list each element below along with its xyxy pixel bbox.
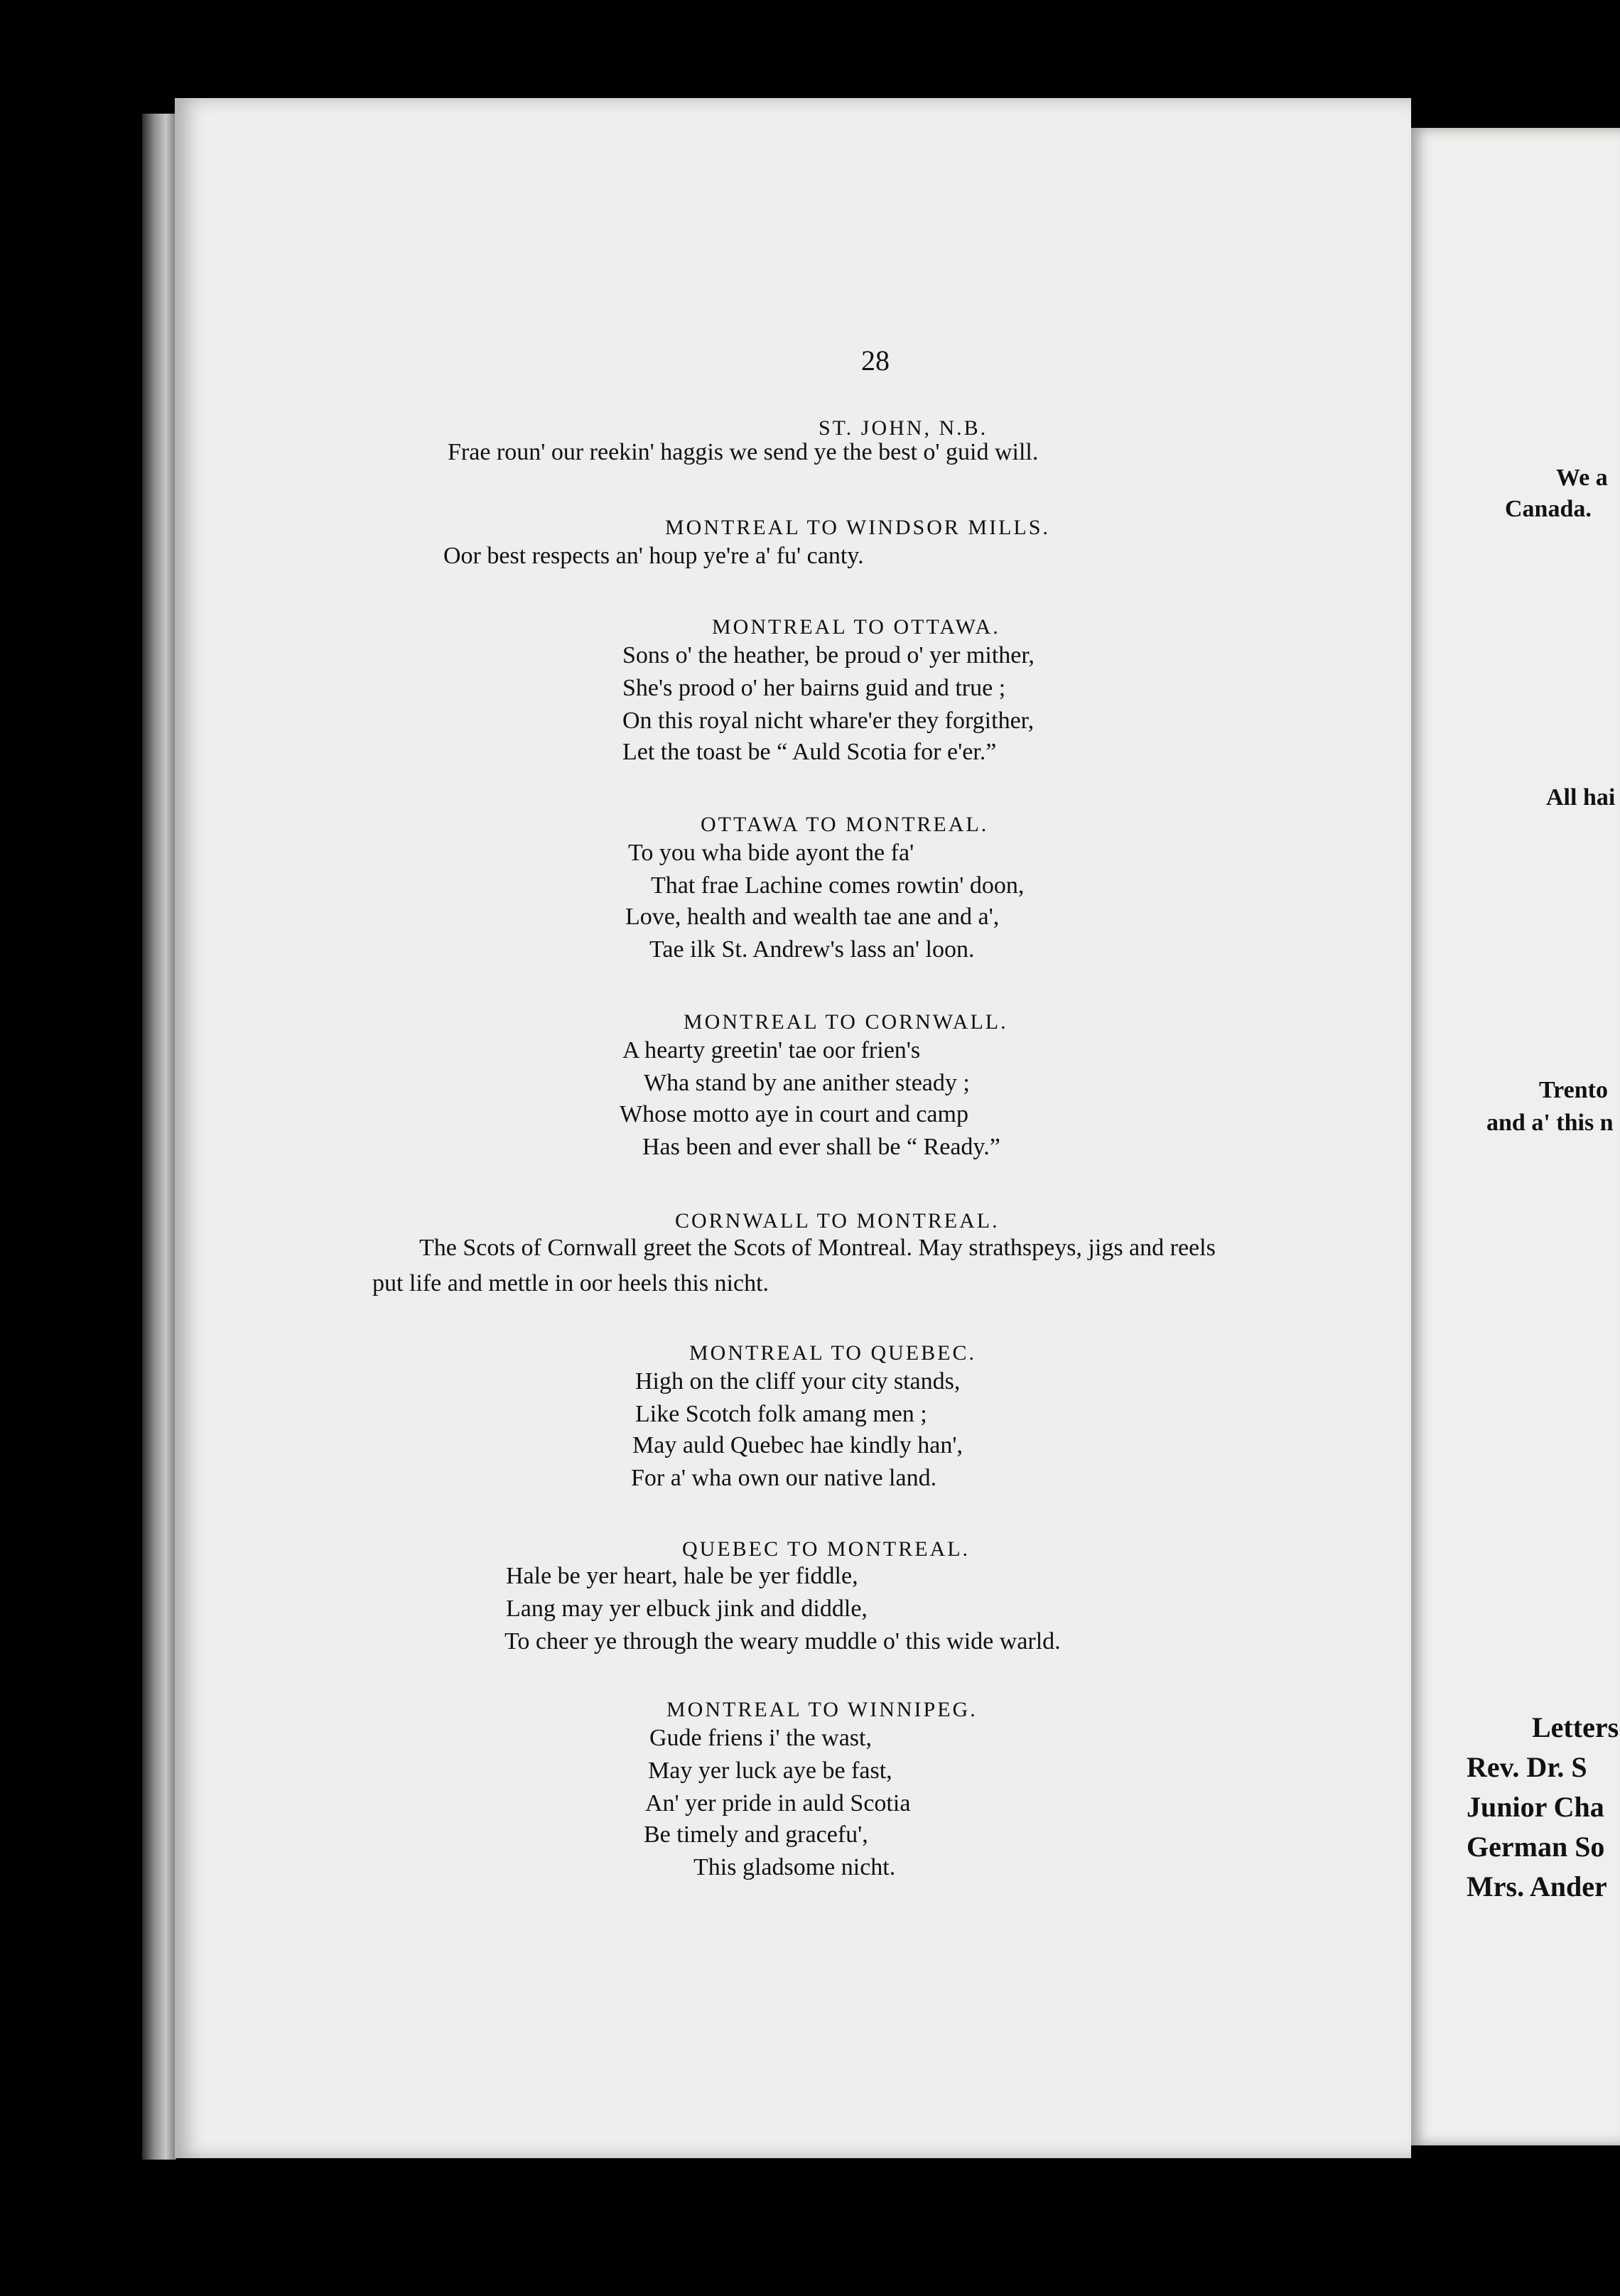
section-line: An' yer pride in auld Scotia (645, 1790, 911, 1816)
right-fragment: Junior Cha (1467, 1791, 1604, 1823)
section-line: put life and mettle in oor heels this nicht. (372, 1270, 770, 1296)
section-heading: QUEBEC TO MONTREAL. (682, 1537, 971, 1561)
section-line: Whose motto aye in court and camp (620, 1101, 968, 1127)
section-line: Tae ilk St. Andrew's lass an' loon. (649, 936, 975, 963)
right-fragment: Letters (1532, 1711, 1619, 1743)
section-line: To cheer ye through the weary muddle o' this wide warld. (504, 1628, 1061, 1655)
section-line: She's prood o' her bairns guid and true ; (622, 675, 1006, 701)
section-line: On this royal nicht whare'er they forgither, (622, 708, 1035, 734)
right-fragment: Trento (1539, 1077, 1608, 1103)
section-line: Has been and ever shall be “ Ready.” (642, 1134, 1000, 1160)
section-line: Let the toast be “ Auld Scotia for e'er.” (622, 739, 997, 765)
page-number: 28 (861, 345, 890, 377)
right-fragment: All hai (1546, 784, 1616, 811)
section-line: That frae Lachine comes rowtin' doon, (651, 872, 1025, 899)
section-line: May auld Quebec hae kindly han', (632, 1432, 963, 1458)
right-fragment: German So (1467, 1831, 1605, 1863)
right-fragment: Canada. (1505, 496, 1592, 522)
section-line: Love, health and wealth tae ane and a', (625, 904, 1000, 930)
section-line: Wha stand by ane anither steady ; (644, 1070, 970, 1096)
section-heading: ST. JOHN, N.B. (819, 416, 988, 440)
book-edge (142, 114, 176, 2160)
section-line: To you wha bide ayont the fa' (628, 840, 914, 866)
section-heading: MONTREAL TO WINNIPEG. (666, 1698, 978, 1721)
right-fragment: Rev. Dr. S (1467, 1751, 1587, 1783)
section-line: Lang may yer elbuck jink and diddle, (506, 1596, 868, 1622)
section-heading: CORNWALL TO MONTREAL. (675, 1209, 1000, 1233)
right-fragment: Mrs. Ander (1467, 1870, 1607, 1902)
left-page (175, 98, 1411, 2158)
section-heading: OTTAWA TO MONTREAL. (701, 813, 989, 836)
section-line: Oor best respects an' houp ye're a' fu' canty. (443, 543, 864, 569)
section-line: Be timely and gracefu', (644, 1821, 868, 1848)
right-fragment: and a' this n (1486, 1110, 1614, 1136)
section-line: Hale be yer heart, hale be yer fiddle, (506, 1563, 858, 1589)
section-line: The Scots of Cornwall greet the Scots of Montreal. May strathspeys, jigs and reels (419, 1235, 1216, 1261)
section-heading: MONTREAL TO OTTAWA. (712, 615, 1000, 639)
section-line: High on the cliff your city stands, (635, 1368, 961, 1395)
section-line: Gude friens i' the wast, (649, 1725, 872, 1751)
right-fragment: We a (1556, 465, 1608, 491)
section-line: This gladsome nicht. (693, 1854, 896, 1880)
section-heading: MONTREAL TO WINDSOR MILLS. (665, 516, 1050, 539)
section-heading: MONTREAL TO CORNWALL. (684, 1010, 1008, 1034)
section-line: For a' wha own our native land. (631, 1465, 937, 1491)
section-line: Sons o' the heather, be proud o' yer mither, (622, 642, 1035, 668)
section-line: A hearty greetin' tae oor frien's (622, 1037, 921, 1063)
section-line: Frae roun' our reekin' haggis we send ye the best o' guid will. (448, 439, 1039, 465)
section-line: May yer luck aye be fast, (648, 1758, 892, 1784)
section-heading: MONTREAL TO QUEBEC. (689, 1341, 976, 1365)
section-line: Like Scotch folk amang men ; (635, 1401, 927, 1427)
